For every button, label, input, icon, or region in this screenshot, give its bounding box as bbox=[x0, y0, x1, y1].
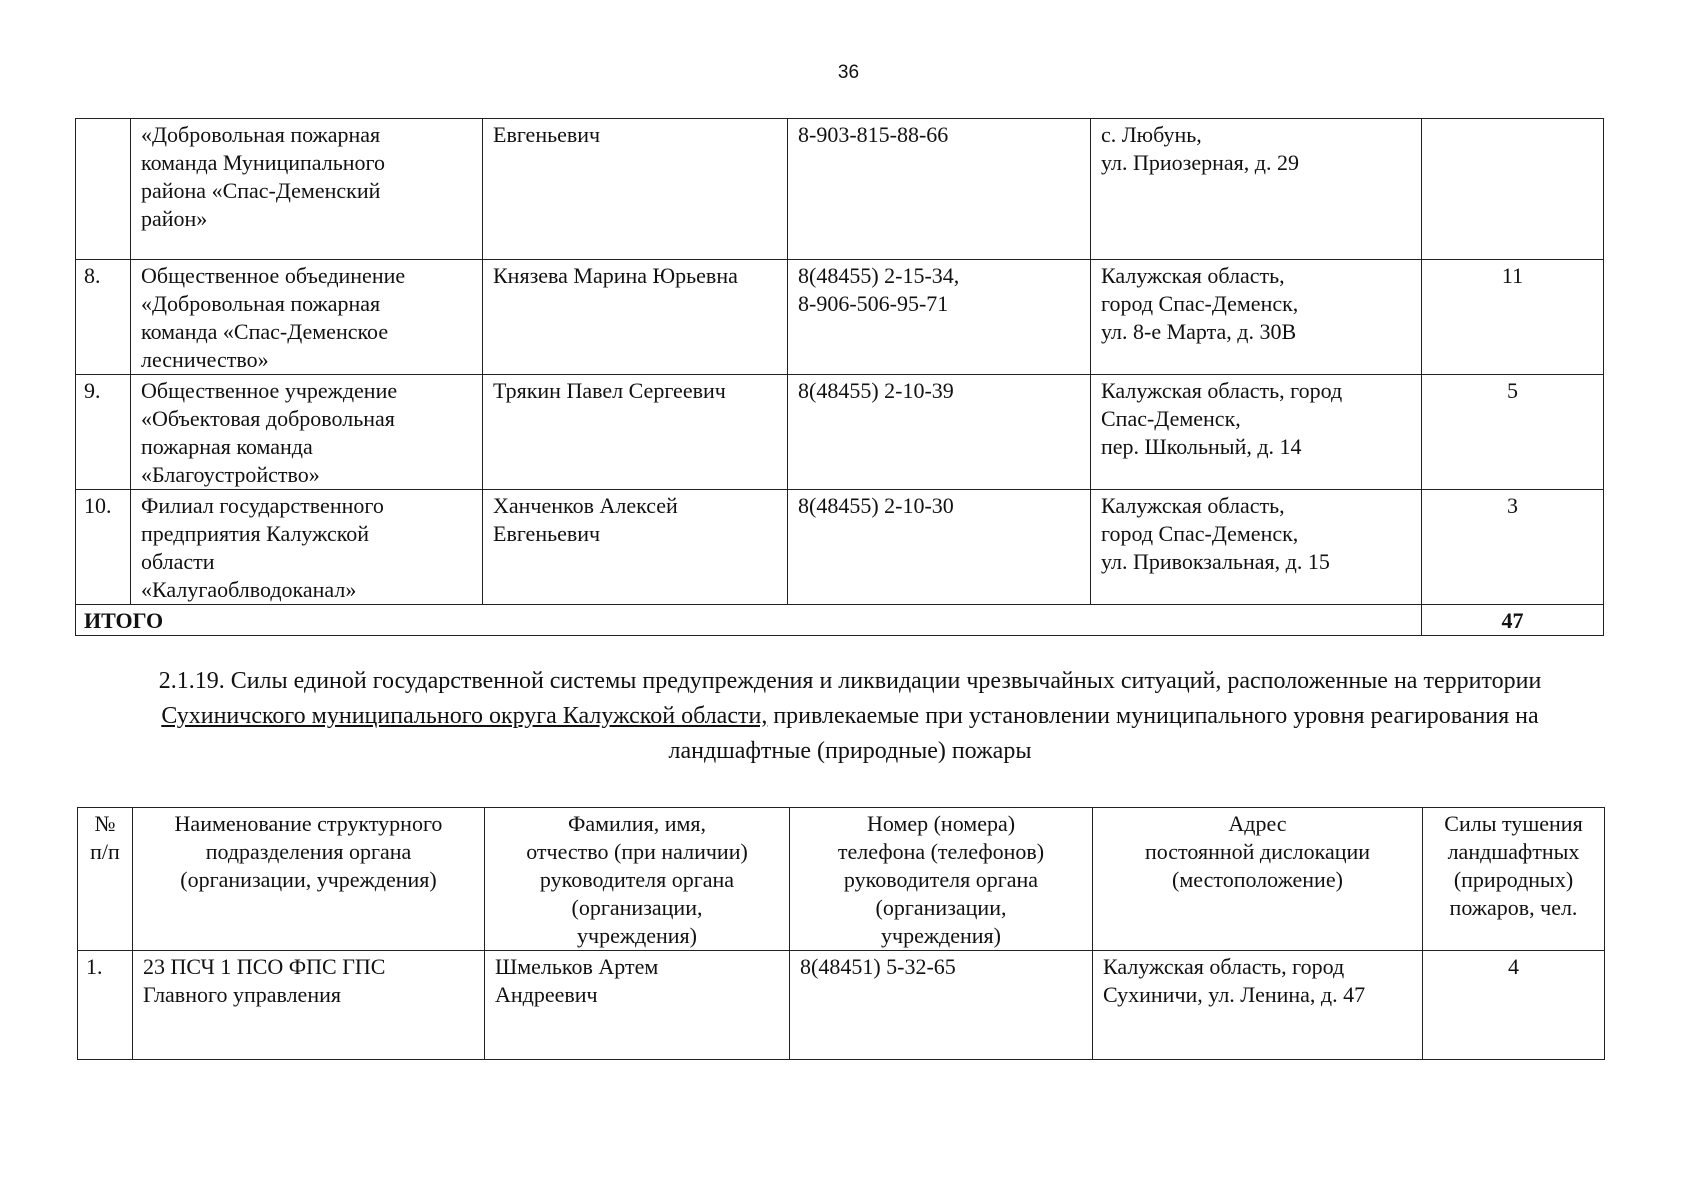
forces-count: 11 bbox=[1422, 260, 1604, 375]
table-header-row bbox=[78, 808, 1605, 951]
header-num: № п/п bbox=[78, 808, 133, 951]
unit-name: «Добровольная пожарная команда Муниципального района «Спас-Деменский район» bbox=[131, 119, 483, 260]
row-number: 9. bbox=[76, 375, 131, 490]
total-row bbox=[76, 605, 1604, 636]
forces-count bbox=[1422, 119, 1604, 260]
phone: 8(48455) 2-10-39 bbox=[788, 375, 1091, 490]
section-heading-text-end: привлекаемые при установлении муниципального уровня реагирования на ландшафтные (природные) пожары bbox=[668, 703, 1539, 764]
row-number: 8. bbox=[76, 260, 131, 375]
table-row bbox=[76, 490, 1604, 605]
section-heading-underlined: Сухиничского муниципального округа Калужской области, bbox=[161, 703, 768, 729]
total-value: 47 bbox=[1422, 605, 1604, 636]
header-head: Фамилия, имя, отчество (при наличии) руководителя органа (организации, учреждения) bbox=[485, 808, 790, 951]
section-heading-text: 2.1.19. Силы единой государственной системы предупреждения и ликвидации чрезвычайных ситуаций, расположенные на территории bbox=[158, 668, 1542, 694]
section-heading bbox=[90, 664, 1610, 769]
header-forces: Силы тушения ландшафтных (природных) пожаров, чел. bbox=[1423, 808, 1605, 951]
table-row bbox=[76, 375, 1604, 490]
forces-table bbox=[77, 807, 1605, 1060]
head-name: Трякин Павел Сергеевич bbox=[483, 375, 788, 490]
table-row bbox=[76, 119, 1604, 260]
forces-count: 3 bbox=[1422, 490, 1604, 605]
row-number: 10. bbox=[76, 490, 131, 605]
header-address: Адрес постоянной дислокации (местоположение) bbox=[1093, 808, 1423, 951]
phone: 8-903-815-88-66 bbox=[788, 119, 1091, 260]
head-name: Евгеньевич bbox=[483, 119, 788, 260]
page-number: 36 bbox=[837, 62, 860, 83]
header-name: Наименование структурного подразделения органа (организации, учреждения) bbox=[133, 808, 485, 951]
header-phone: Номер (номера) телефона (телефонов) руководителя органа (организации, учреждения) bbox=[790, 808, 1093, 951]
forces-table-continued bbox=[75, 118, 1604, 636]
unit-name: Общественное объединение «Добровольная пожарная команда «Спас-Деменское лесничество» bbox=[131, 260, 483, 375]
head-name: Шмельков Артем Андреевич bbox=[485, 951, 790, 1060]
unit-name: Общественное учреждение «Объектовая добровольная пожарная команда «Благоустройство» bbox=[131, 375, 483, 490]
address: Калужская область, город Спас-Деменск, пер. Школьный, д. 14 bbox=[1091, 375, 1422, 490]
forces-count: 4 bbox=[1423, 951, 1605, 1060]
phone: 8(48455) 2-10-30 bbox=[788, 490, 1091, 605]
address: с. Любунь, ул. Приозерная, д. 29 bbox=[1091, 119, 1422, 260]
phone: 8(48451) 5-32-65 bbox=[790, 951, 1093, 1060]
phone: 8(48455) 2-15-34, 8-906-506-95-71 bbox=[788, 260, 1091, 375]
total-label: ИТОГО bbox=[76, 605, 1422, 636]
address: Калужская область, город Спас-Деменск, ул. Привокзальная, д. 15 bbox=[1091, 490, 1422, 605]
row-number: 1. bbox=[78, 951, 133, 1060]
unit-name: 23 ПСЧ 1 ПСО ФПС ГПС Главного управления bbox=[133, 951, 485, 1060]
forces-count: 5 bbox=[1422, 375, 1604, 490]
row-number bbox=[76, 119, 131, 260]
head-name: Князева Марина Юрьевна bbox=[483, 260, 788, 375]
address: Калужская область, город Сухиничи, ул. Ленина, д. 47 bbox=[1093, 951, 1423, 1060]
address: Калужская область, город Спас-Деменск, ул. 8-е Марта, д. 30В bbox=[1091, 260, 1422, 375]
table-row bbox=[78, 951, 1605, 1060]
unit-name: Филиал государственного предприятия Калужской области «Калугаоблводоканал» bbox=[131, 490, 483, 605]
head-name: Ханченков Алексей Евгеньевич bbox=[483, 490, 788, 605]
table-row bbox=[76, 260, 1604, 375]
